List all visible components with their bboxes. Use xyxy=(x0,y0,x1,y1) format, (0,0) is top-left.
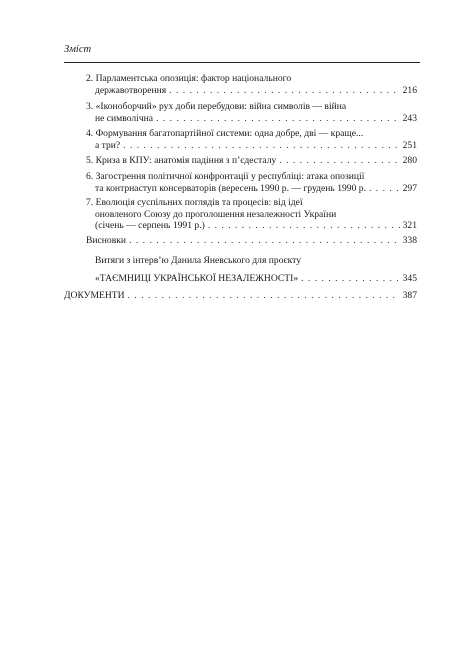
leader-dots xyxy=(128,290,400,302)
page-number: 387 xyxy=(402,290,417,301)
leader-dots xyxy=(123,140,399,152)
toc-entry-title-end: «ТАЄМНИЦІ УКРАЇНСЬКОЇ НЕЗАЛЕЖНОСТІ» xyxy=(95,272,299,284)
leader-dots xyxy=(169,85,399,97)
leader-dots xyxy=(129,235,400,247)
leader-dots xyxy=(369,183,400,195)
header-rule xyxy=(64,62,420,63)
toc-entry-title: 4. Формування багатопартійної системи: одна добре, дві — краще... xyxy=(86,128,364,139)
toc-entry-title-end: не символічна xyxy=(95,112,154,124)
toc-entry-title-end: державотворення xyxy=(95,84,167,96)
toc-entry-documents[interactable] xyxy=(64,290,417,302)
toc-entry-5[interactable] xyxy=(86,155,417,167)
leader-dots xyxy=(301,273,399,285)
leader-dots xyxy=(156,113,400,125)
toc-entry-title: 6. Загострення політичної конфронтації у республіці: атака опозиції xyxy=(86,171,365,182)
toc-entry-title: Витяги з інтерв’ю Данила Яневського для проєкту xyxy=(95,255,302,266)
toc-entry-interview[interactable] xyxy=(95,255,417,284)
toc-entry-conclusions[interactable] xyxy=(86,235,417,247)
toc-entry-4[interactable] xyxy=(86,128,417,151)
toc-entry-title: 2. Парламентська опозиція: фактор національного xyxy=(86,73,292,84)
page-number: 345 xyxy=(402,272,417,284)
toc-entry-title: 5. Криза в КПУ: анатомія падіння з п’єдесталу xyxy=(86,155,277,166)
toc-entry-7[interactable] xyxy=(86,197,417,232)
leader-dots xyxy=(279,155,399,167)
toc-entry-2[interactable] xyxy=(86,73,417,96)
page-number: 243 xyxy=(402,112,417,124)
toc-entry-title-end: та контрнаступ консерваторів (вересень 1990 р. — грудень 1990 р. xyxy=(95,182,366,194)
toc-entry-title-end: а три? xyxy=(95,139,121,151)
toc-entry-3[interactable] xyxy=(86,101,417,124)
toc-entry-title: 7. Еволюція суспільних поглядів та процесів: від ідеї xyxy=(86,197,303,208)
page-number: 297 xyxy=(402,182,417,194)
leader-dots xyxy=(208,220,400,232)
running-header: Зміст xyxy=(64,44,92,55)
page-number: 251 xyxy=(402,139,417,151)
toc-entry-title-end: (січень — серпень 1991 р.) xyxy=(95,220,205,232)
page-number: 321 xyxy=(402,220,417,232)
toc-entry-title: ДОКУМЕНТИ xyxy=(64,290,125,301)
page-number: 216 xyxy=(402,84,417,96)
toc-entry-title: 3. «Іконоборчий» рух доби перебудови: війна символів — війна xyxy=(86,101,347,112)
toc-entry-6[interactable] xyxy=(86,171,417,194)
toc-entry-title: Висновки xyxy=(86,235,127,246)
page-number: 280 xyxy=(402,155,417,166)
toc-entry-title-cont: оновленого Союзу до проголошення незалежності України xyxy=(95,208,337,220)
page-number: 338 xyxy=(402,235,417,246)
